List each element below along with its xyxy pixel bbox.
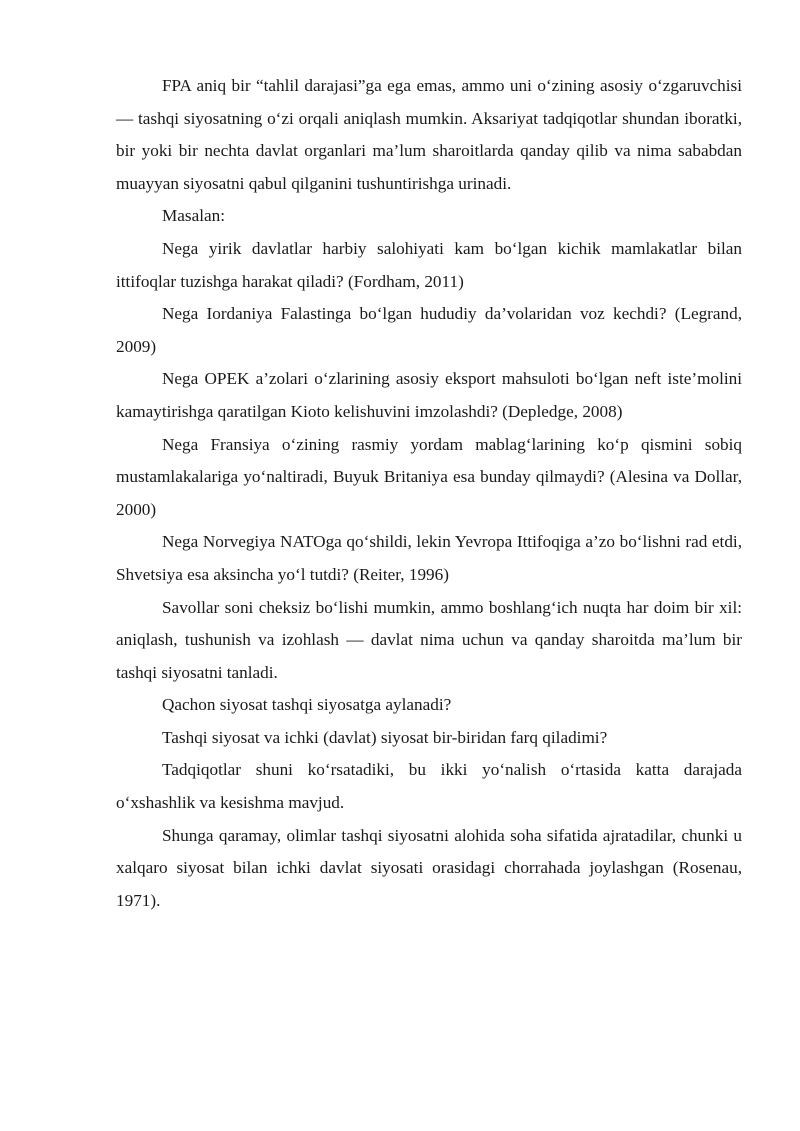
paragraph-question-when: Qachon siyosat tashqi siyosatga aylanadi? [162, 695, 452, 715]
paragraph-conclusion: Shunga qaramay, olimlar tashqi siyosatni alohida soha sifatida ajratadilar, chunki u xalqaro siyosat bilan ichki davlat siyosati orasidagi chorrahada joylashgan (Rosenau, 1971). [116, 825, 742, 910]
paragraph-examples-intro: Masalan: [162, 206, 226, 226]
paragraph-research-overlap: Tadqiqotlar shuni ko‘rsatadiki, bu ikki yo‘nalish o‘rtasida katta darajada o‘xshashlik va kesishma mavjud. [116, 760, 742, 813]
paragraph-question-alliances: Nega yirik davlatlar harbiy salohiyati kam bo‘lgan kichik mamlakatlar bilan ittifoqlar tuzishga harakat qiladi? (Fordham, 2011) [116, 238, 742, 291]
paragraph-question-france: Nega Fransiya o‘zining rasmiy yordam mablag‘larining ko‘p qismini sobiq mustamlakalariga yo‘naltiradi, Buyuk Britaniya esa bunday qilmaydi? (Alesina va Dollar, 2000) [116, 434, 742, 519]
paragraph-question-norway: Nega Norvegiya NATOga qo‘shildi, lekin Yevropa Ittifoqiga a’zo bo‘lishni rad etdi, Shvetsiya esa aksincha yo‘l tutdi? (Reiter, 1996) [116, 532, 742, 584]
paragraph-question-jordan: Nega Iordaniya Falastinga bo‘lgan hududiy da’volaridan voz kechdi? (Legrand, 2009) [116, 304, 742, 356]
paragraph-question-opec: Nega OPEK a’zolari o‘zlarining asosiy eksport mahsuloti bo‘lgan neft iste’molini kamaytirishga qaratilgan Kioto kelishuvini imzolashdi? (Depledge, 2008) [116, 369, 742, 421]
paragraph-question-difference: Tashqi siyosat va ichki (davlat) siyosat bir-biridan farq qiladimi? [162, 727, 608, 747]
document-page [116, 70, 742, 917]
paragraph-questions-summary: Savollar soni cheksiz bo‘lishi mumkin, ammo boshlang‘ich nuqta har doim bir xil: aniqlash, tushunish va izohlash — davlat nima uchun va qanday sharoitda ma’lum bir tashqi siyosatni tanladi. [116, 597, 742, 682]
paragraph-fpa-definition: FPA aniq bir “tahlil darajasi”ga ega emas, ammo uni o‘zining asosiy o‘zgaruvchisi — tashqi siyosatning o‘zi orqali aniqlash mumkin. Aksariyat tadqiqotlar shundan iboratki, bir yoki bir nechta davlat organlari ma’lum sharoitlarda qanday qilib va nima sababdan muayyan siyosatni qabul qilganini tushuntirishga urinadi. [116, 76, 742, 193]
